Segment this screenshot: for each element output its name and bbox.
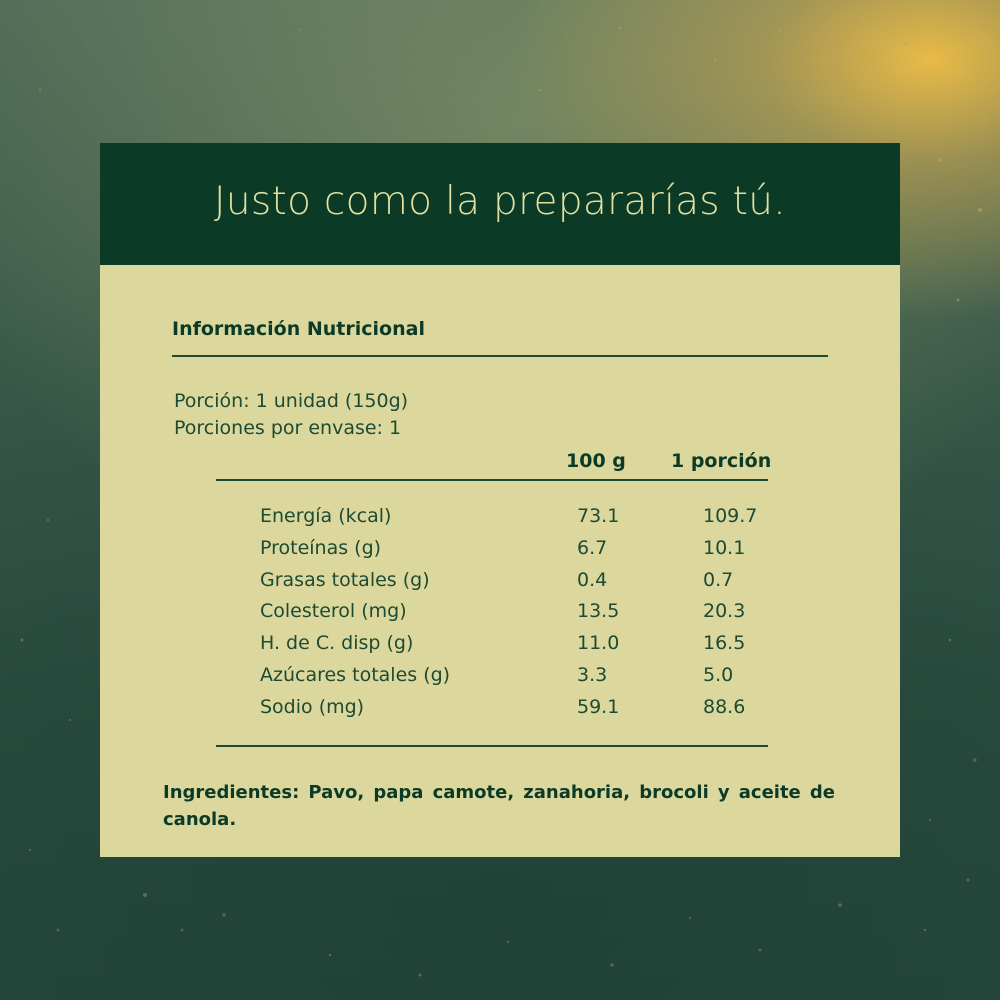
ingredients-text: Ingredientes: Pavo, papa camote, zanahoria, brocoli y aceite de canola. <box>163 782 835 830</box>
value-per-100g: 73.1 <box>577 505 620 527</box>
nutrition-table <box>260 503 780 726</box>
serving-size: Porción: 1 unidad (150g) <box>174 390 409 412</box>
table-row <box>260 567 780 599</box>
table-divider-top <box>216 479 768 481</box>
value-per-portion: 88.6 <box>703 695 746 718</box>
nutrient-name: Proteínas (g) <box>260 536 382 559</box>
value-per-portion: 5.0 <box>703 663 734 686</box>
section-divider-top <box>172 355 828 357</box>
table-divider-bottom <box>216 745 768 747</box>
value-per-100g: 6.7 <box>577 536 608 559</box>
value-per-portion: 10.1 <box>703 536 746 559</box>
table-row <box>260 535 780 567</box>
tagline-title: Justo como la prepararías tú. <box>214 179 786 224</box>
table-row <box>260 662 780 694</box>
nutrient-name: H. de C. disp (g) <box>260 632 414 655</box>
nutrient-name: Azúcares totales (g) <box>260 663 451 686</box>
nutrition-card <box>100 143 900 857</box>
value-per-100g: 3.3 <box>577 663 608 686</box>
nutrient-name: Energía (kcal) <box>260 505 392 527</box>
nutrient-name: Colesterol (mg) <box>260 600 407 623</box>
value-per-portion: 0.7 <box>703 568 734 591</box>
value-per-100g: 59.1 <box>577 695 620 718</box>
value-per-100g: 13.5 <box>577 600 620 623</box>
table-row <box>260 694 780 726</box>
value-per-portion: 20.3 <box>703 600 746 623</box>
table-row <box>260 630 780 662</box>
table-row <box>260 598 780 630</box>
value-per-100g: 11.0 <box>577 632 620 655</box>
nutrient-name: Grasas totales (g) <box>260 568 430 591</box>
value-per-portion: 109.7 <box>703 505 758 527</box>
nutrient-name: Sodio (mg) <box>260 695 365 718</box>
card-header <box>100 143 900 265</box>
column-header-100g: 100 g <box>566 450 626 472</box>
nutrition-section-title: Información Nutricional <box>172 318 425 340</box>
value-per-portion: 16.5 <box>703 632 746 655</box>
column-header-portion: 1 porción <box>671 450 772 472</box>
table-row <box>260 503 780 535</box>
value-per-100g: 0.4 <box>577 568 608 591</box>
servings-per-package: Porciones por envase: 1 <box>174 417 402 439</box>
